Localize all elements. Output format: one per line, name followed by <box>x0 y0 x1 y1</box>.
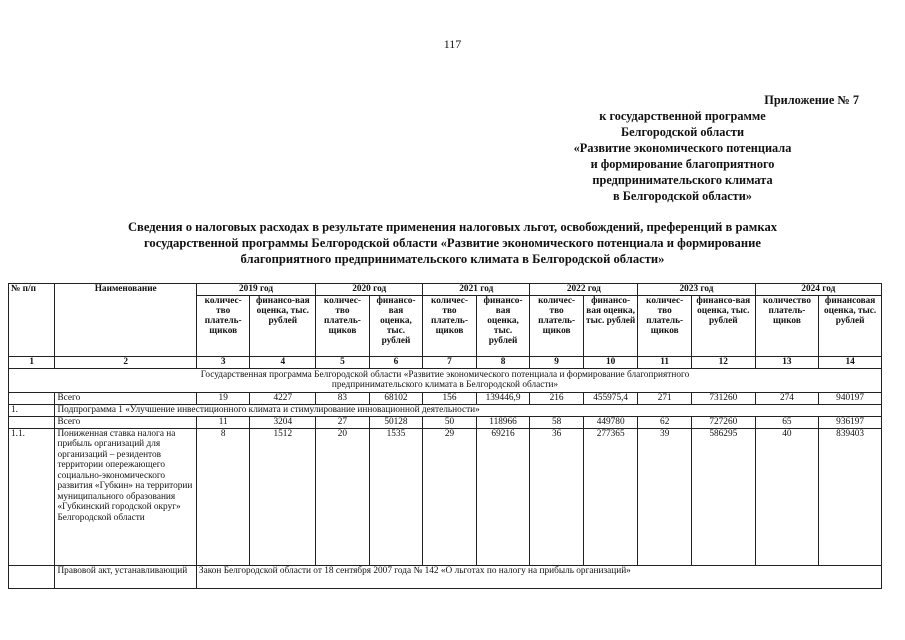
col-header-name: Наименование <box>55 284 196 357</box>
table-cell: 36 <box>530 428 584 565</box>
appendix-line: предпринимательского климата <box>592 173 773 187</box>
column-number: 4 <box>250 356 316 368</box>
item-row <box>9 428 882 565</box>
table-cell: 27 <box>316 416 370 428</box>
sub-header: финансо-вая оценка, тыс. рублей <box>369 295 423 356</box>
table-cell: 65 <box>755 416 819 428</box>
table-cell: 3204 <box>250 416 316 428</box>
title-line: Сведения о налоговых расходах в результате применения налоговых льгот, освобождений, преференций в рамках <box>127 220 778 234</box>
sub-header: количество платель-щиков <box>755 295 819 356</box>
year-header: 2021 год <box>423 284 530 296</box>
table-cell: 449780 <box>583 416 638 428</box>
appendix-line: в Белгородской области» <box>613 189 752 203</box>
sub-header: финансо-вая оценка, тыс. рублей <box>250 295 316 356</box>
subprogram-row <box>9 404 882 416</box>
table-cell: 11 <box>196 416 250 428</box>
appendix-line: Приложение № 7 <box>764 93 859 107</box>
column-number: 3 <box>196 356 250 368</box>
table-cell: 940197 <box>819 392 882 404</box>
item-name: Пониженная ставка налога на прибыль организаций для организаций – резидентов территории опережающего социально-экономического развития «Губкин» на территории муниципального образования «Губкинский городской округ» Белгородской области <box>55 428 196 565</box>
page-number: 117 <box>443 37 462 51</box>
table-cell: 277365 <box>583 428 638 565</box>
column-number: 2 <box>55 356 196 368</box>
row-label: Всего <box>55 416 196 428</box>
sub-header: количес-тво платель-щиков <box>423 295 477 356</box>
column-number: 11 <box>638 356 692 368</box>
title-line: государственной программы Белгородской области «Развитие экономического потенциала и формирование <box>144 236 761 250</box>
program-heading-row <box>9 368 882 392</box>
appendix-line: Белгородской области <box>620 125 745 139</box>
sub-header: финансо-вая оценка, тыс. рублей <box>691 295 755 356</box>
document-title <box>40 219 865 267</box>
table-cell: 40 <box>755 428 819 565</box>
column-number: 10 <box>583 356 638 368</box>
year-header: 2023 год <box>638 284 755 296</box>
table-cell: 731260 <box>691 392 755 404</box>
tax-expenditures-table <box>8 283 882 589</box>
program-heading: Государственная программа Белгородской области «Развитие экономического потенциала и формирование благоприятного предпринимательского климата в Белгородской области» <box>9 368 882 392</box>
header-years-row <box>9 284 882 296</box>
table-cell: 20 <box>316 428 370 565</box>
column-number: 9 <box>530 356 584 368</box>
table-cell: 839403 <box>819 428 882 565</box>
column-number-row <box>9 356 882 368</box>
sub-header: количес-тво платель-щиков <box>196 295 250 356</box>
column-number: 6 <box>369 356 423 368</box>
column-number: 5 <box>316 356 370 368</box>
sub-header: количес-тво платель-щиков <box>638 295 692 356</box>
sub-header: финансо-вая оценка, тыс. рублей <box>583 295 638 356</box>
year-header: 2020 год <box>316 284 423 296</box>
empty-cell <box>9 392 55 404</box>
year-header: 2024 год <box>755 284 881 296</box>
table-cell: 139446,9 <box>476 392 530 404</box>
program-total-row <box>9 392 882 404</box>
table-cell: 69216 <box>476 428 530 565</box>
row-label: Всего <box>55 392 196 404</box>
table-cell: 727260 <box>691 416 755 428</box>
row-number: 1.1. <box>9 428 55 565</box>
legal-act-row <box>9 565 882 588</box>
table-cell: 156 <box>423 392 477 404</box>
table-cell: 62 <box>638 416 692 428</box>
subprogram-title: Подпрограмма 1 «Улучшение инвестиционного климата и стимулирование инновационной деятельности» <box>55 404 882 416</box>
column-number: 14 <box>819 356 882 368</box>
subprogram-total-row <box>9 416 882 428</box>
sub-header: количес-тво платель-щиков <box>316 295 370 356</box>
table-cell: 4227 <box>250 392 316 404</box>
table-cell: 271 <box>638 392 692 404</box>
title-line: благоприятного предпринимательского климата в Белгородской области» <box>240 252 665 266</box>
legal-act-text: Закон Белгородской области от 18 сентября 2007 года № 142 «О льготах по налогу на прибыль организаций» <box>196 565 881 588</box>
table-cell: 455975,4 <box>583 392 638 404</box>
table-cell: 68102 <box>369 392 423 404</box>
appendix-line: «Развитие экономического потенциала <box>573 141 792 155</box>
table-cell: 19 <box>196 392 250 404</box>
table-cell: 39 <box>638 428 692 565</box>
table-cell: 586295 <box>691 428 755 565</box>
column-number: 1 <box>9 356 55 368</box>
table-cell: 936197 <box>819 416 882 428</box>
table-cell: 83 <box>316 392 370 404</box>
empty-cell <box>9 565 55 588</box>
col-header-no: № п/п <box>9 284 55 357</box>
appendix-line: и формирование благоприятного <box>590 157 775 171</box>
table-cell: 58 <box>530 416 584 428</box>
sub-header: финансовая оценка, тыс. рублей <box>819 295 882 356</box>
legal-act-label: Правовой акт, устанавливающий <box>55 565 196 588</box>
table-cell: 50128 <box>369 416 423 428</box>
year-header: 2022 год <box>530 284 638 296</box>
sub-header: количес-тво платель-щиков <box>530 295 584 356</box>
empty-cell <box>9 416 55 428</box>
table-cell: 118966 <box>476 416 530 428</box>
column-number: 12 <box>691 356 755 368</box>
sub-header: финансо-вая оценка, тыс. рублей <box>476 295 530 356</box>
table-cell: 29 <box>423 428 477 565</box>
table-cell: 1535 <box>369 428 423 565</box>
table-cell: 216 <box>530 392 584 404</box>
row-number: 1. <box>9 404 55 416</box>
table-cell: 8 <box>196 428 250 565</box>
appendix-line: к государственной программе <box>599 109 766 123</box>
year-header: 2019 год <box>196 284 315 296</box>
column-number: 8 <box>476 356 530 368</box>
appendix-block <box>500 92 865 204</box>
table-cell: 50 <box>423 416 477 428</box>
table-cell: 1512 <box>250 428 316 565</box>
table-cell: 274 <box>755 392 819 404</box>
column-number: 7 <box>423 356 477 368</box>
column-number: 13 <box>755 356 819 368</box>
